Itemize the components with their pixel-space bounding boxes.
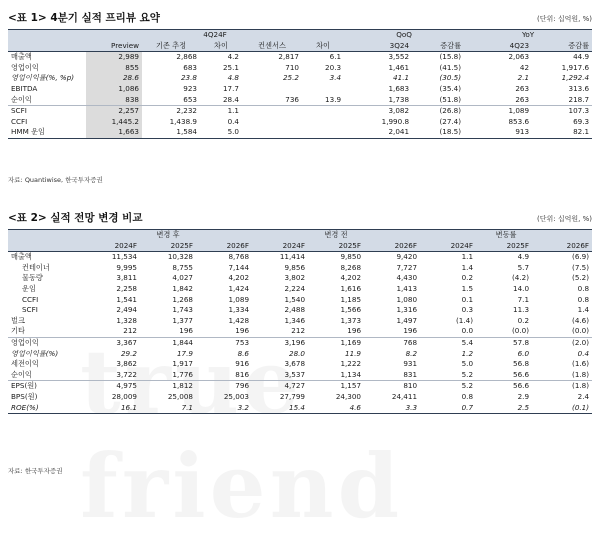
row-label: 영업이익 [8, 337, 84, 348]
table-cell: 810 [364, 381, 420, 392]
row-label: 영업이익 [11, 62, 39, 72]
table-cell: 1,080 [396, 294, 418, 304]
table-cell: 1,413 [396, 283, 418, 293]
table-row [8, 392, 592, 403]
table-cell: 4,202 [228, 273, 250, 283]
table-cell: (0.0) [511, 326, 530, 336]
table-cell: 4,027 [172, 273, 193, 283]
table-row [8, 117, 592, 128]
table-cell: 1,844 [140, 337, 196, 348]
table-cell: 4.8 [227, 73, 239, 83]
column-header: 2025F [140, 241, 196, 252]
table-cell: 1,541 [116, 294, 137, 304]
table-cell: 2,494 [116, 305, 137, 315]
table-cell: 5.0 [461, 359, 474, 369]
table1 [8, 29, 592, 139]
table-cell: 736 [285, 94, 299, 104]
table-row [8, 337, 592, 348]
table-cell: 1,328 [116, 315, 137, 325]
table-cell: 1.1 [200, 106, 242, 117]
table-cell: 0.8 [577, 283, 590, 293]
table-cell: 8,768 [228, 252, 250, 262]
table-cell: 1,292.4 [561, 73, 590, 83]
table-cell: 923 [183, 83, 197, 93]
table-row [8, 326, 592, 337]
table-cell: 1,497 [396, 315, 418, 325]
group-cell: QoQ [344, 30, 464, 41]
table-row [8, 381, 592, 392]
table-cell: 3,537 [284, 369, 306, 379]
table-row [8, 349, 592, 360]
table-cell: 10,328 [167, 252, 193, 262]
table-cell: (7.5) [572, 262, 590, 272]
table1-unit: (단위: 십억원, %) [537, 15, 592, 23]
table-cell: 3.4 [329, 73, 342, 83]
table1-body [8, 52, 592, 139]
table-cell: (0.0) [572, 326, 590, 336]
table-cell: 20.3 [325, 62, 342, 72]
row-label: 매출액 [11, 52, 32, 62]
table-cell [242, 117, 302, 128]
column-header: 2025F [308, 241, 364, 252]
table-cell: 816 [235, 369, 250, 379]
table-cell: 1.5 [461, 283, 474, 293]
table-cell: 1,812 [140, 381, 196, 392]
table-row [8, 284, 592, 295]
table-cell: 1,663 [86, 127, 142, 138]
table-cell: 1,377 [172, 315, 193, 325]
table-cell: 2,257 [86, 106, 142, 117]
table-cell [302, 127, 344, 138]
table-row [8, 316, 592, 327]
table-cell: 2,868 [176, 52, 197, 62]
table-cell: 7,144 [228, 262, 250, 272]
table-cell: 8,268 [340, 262, 362, 272]
group-cell [8, 230, 84, 241]
table-cell: 263 [515, 94, 530, 104]
table-cell: 855 [86, 63, 142, 74]
table-cell: (5.2) [572, 273, 590, 283]
table2-source: 자료: 한국투자증권 [8, 467, 63, 475]
table-cell: 3,862 [116, 359, 137, 369]
table-cell: 796 [196, 381, 252, 392]
table-row [8, 295, 592, 306]
column-header: 4Q23 [464, 41, 532, 52]
table-cell: 2.5 [476, 403, 532, 414]
table-cell: 15.4 [252, 403, 308, 414]
table-cell: 82.1 [532, 127, 592, 138]
table-cell: 28.4 [222, 94, 239, 104]
table-cell: 28,009 [111, 391, 137, 401]
table-cell: 2,232 [142, 106, 200, 117]
table-cell: 56.8 [513, 359, 530, 369]
table-cell: 29.2 [120, 348, 137, 358]
table-cell: 3,802 [284, 273, 306, 283]
table-cell: (35.4) [439, 83, 462, 93]
table-cell: 28.0 [289, 348, 306, 358]
table-cell: 7.1 [517, 294, 530, 304]
table-cell: 0.3 [461, 305, 474, 315]
table-cell: (30.5) [439, 73, 462, 83]
table-cell: 4,727 [252, 381, 308, 392]
column-header [8, 41, 86, 52]
column-header: 2025F [476, 241, 532, 252]
column-header: 기존 추정 [142, 41, 200, 52]
table-cell: 768 [364, 337, 420, 348]
table-cell: 9,856 [284, 262, 306, 272]
table-cell: 196 [235, 326, 250, 336]
table-cell: 1.1 [461, 252, 474, 262]
table-cell: 11,534 [111, 252, 137, 262]
table1-column-header [8, 41, 592, 52]
table-cell: 2,817 [278, 52, 299, 62]
table-cell: 1,461 [388, 62, 410, 72]
table-cell: 11.3 [513, 305, 530, 315]
row-label: CCFI [22, 294, 39, 304]
table2-column-header [8, 241, 592, 252]
row-label: 영업이익률(%) [11, 348, 59, 358]
row-label: 순이익 [11, 94, 32, 104]
row-label: ROE(%) [8, 403, 84, 414]
table-cell: 7,727 [396, 262, 418, 272]
table-cell: 1.2 [461, 348, 474, 358]
table2-body [8, 252, 592, 414]
table-cell: 11.9 [345, 348, 362, 358]
table-cell: 1,086 [86, 84, 142, 95]
table-cell: 1,738 [388, 94, 410, 104]
column-header: 2024F [252, 241, 308, 252]
table-cell: (1.8) [532, 381, 592, 392]
table-cell: 9,995 [116, 262, 137, 272]
row-label: 매출액 [11, 252, 32, 262]
table-cell: 653 [183, 94, 197, 104]
column-header: 증감률 [412, 41, 464, 52]
table-cell: 0.1 [461, 294, 474, 304]
table-cell: 1,445.2 [86, 117, 142, 128]
table-cell: (51.8) [439, 94, 462, 104]
table-cell: (1.6) [572, 359, 590, 369]
row-label: 세전이익 [11, 359, 39, 369]
table-cell: 313.6 [568, 83, 590, 93]
column-header: 2026F [196, 241, 252, 252]
table-cell: 5.0 [200, 127, 242, 138]
table-cell: 13.9 [325, 94, 342, 104]
table-cell: 1,316 [396, 305, 418, 315]
column-header: 2024F [84, 241, 140, 252]
table-cell: 25.1 [222, 62, 239, 72]
table-cell: 1,373 [340, 315, 362, 325]
table-cell: 0.2 [461, 273, 474, 283]
table2-group-header [8, 230, 592, 241]
column-header [8, 241, 84, 252]
group-cell [8, 30, 86, 41]
table-cell: 2,989 [86, 52, 142, 63]
table-cell: 8.2 [405, 348, 418, 358]
table-cell: 5.7 [517, 262, 530, 272]
column-header: 2026F [364, 241, 420, 252]
table-cell: 1,438.9 [169, 116, 197, 126]
group-cell: YoY [464, 30, 592, 41]
row-label: 컨테이너 [22, 262, 50, 272]
table-cell: 27,799 [279, 391, 306, 401]
table-row [8, 106, 592, 117]
table-cell: 263 [515, 83, 530, 93]
table-cell: 212 [291, 326, 306, 336]
table-row [8, 370, 592, 381]
table-cell: 2.4 [577, 391, 590, 401]
table-cell: 3,678 [284, 359, 306, 369]
column-header: 3Q24 [344, 41, 412, 52]
table-cell: 3.3 [364, 403, 420, 414]
table-cell: 931 [403, 359, 418, 369]
row-label: 영업이익률(%, %p) [11, 73, 75, 83]
row-label: EBITDA [11, 83, 38, 93]
table-cell: 753 [196, 337, 252, 348]
table-cell: 8.6 [237, 348, 250, 358]
table-cell: (4.2) [511, 273, 530, 283]
table-cell: 2,258 [116, 283, 137, 293]
table-cell: 14.0 [513, 283, 530, 293]
table-cell: (18.5) [412, 127, 464, 138]
table-cell: 23.8 [180, 73, 197, 83]
row-label: BPS(원) [11, 391, 38, 401]
row-label: 벌크 [11, 315, 25, 325]
table-cell: 2,041 [344, 127, 412, 138]
table-cell: 3,722 [116, 369, 137, 379]
table-cell: 5.4 [420, 337, 476, 348]
group-cell: 변동률 [420, 230, 592, 241]
table-cell: 42 [519, 62, 530, 72]
table-cell: 196 [179, 326, 193, 336]
table-row [8, 273, 592, 284]
table-cell: 3.2 [196, 403, 252, 414]
table-cell: 1,089 [228, 294, 250, 304]
table-cell: 916 [235, 359, 250, 369]
table-cell: 831 [403, 369, 418, 379]
table-cell: 56.6 [476, 381, 532, 392]
table-cell: 24,300 [335, 391, 362, 401]
table-cell: 2,488 [284, 305, 306, 315]
table-row [8, 127, 592, 138]
table-cell: 1,424 [228, 283, 250, 293]
table-cell: 1,222 [340, 359, 362, 369]
table-row [8, 403, 592, 414]
table-cell: 1,540 [284, 294, 306, 304]
group-cell: 변경 후 [84, 230, 252, 241]
table-cell: 17.7 [222, 83, 239, 93]
table-cell: 3,811 [116, 273, 137, 283]
table-cell: 3,552 [388, 52, 410, 62]
table-cell [242, 84, 302, 95]
table-cell [302, 117, 344, 128]
table-cell: 2.1 [517, 73, 530, 83]
table-cell: 4,202 [340, 273, 362, 283]
table-cell: 9,420 [396, 252, 418, 262]
table-cell: (4.6) [572, 315, 590, 325]
table-cell: 1,334 [228, 305, 250, 315]
table-cell: 1,268 [172, 294, 193, 304]
table-row [8, 73, 592, 84]
table-cell: 1,842 [172, 283, 193, 293]
column-header: 차이 [200, 41, 242, 52]
table-cell: 25.2 [282, 73, 299, 83]
table-cell: 56.6 [513, 369, 530, 379]
row-label: 순이익 [11, 369, 32, 379]
table-cell: 25,008 [167, 391, 193, 401]
table-cell: 212 [123, 326, 137, 336]
table-cell: (15.8) [439, 52, 462, 62]
table-cell: 218.7 [568, 94, 590, 104]
table-cell: 1,157 [308, 381, 364, 392]
table-cell: (0.1) [532, 403, 592, 414]
table-cell: 24,411 [391, 391, 418, 401]
table-cell: 3,082 [344, 106, 412, 117]
table-cell: 3,367 [84, 337, 140, 348]
table-cell: 1,169 [308, 337, 364, 348]
table-cell: 5.2 [420, 381, 476, 392]
row-label: 운임 [22, 283, 36, 293]
table-cell: (26.8) [412, 106, 464, 117]
table1-group-header [8, 30, 592, 41]
table-cell: 11,414 [279, 252, 306, 262]
column-header: 2026F [532, 241, 592, 252]
table-cell: 4,430 [396, 273, 418, 283]
table-cell: 1,917 [172, 359, 193, 369]
table-cell: 196 [403, 326, 418, 336]
column-header: 증감률 [532, 41, 592, 52]
table-cell: 28.6 [86, 73, 142, 84]
table-cell: 0.4 [227, 116, 239, 126]
table-cell: 2.9 [517, 391, 530, 401]
table-cell: 1,917.6 [561, 62, 590, 72]
table-cell: 6.0 [517, 348, 530, 358]
table-cell: 41.1 [393, 73, 410, 83]
table-row [8, 305, 592, 316]
table-cell: 4.6 [308, 403, 364, 414]
table-cell: (2.0) [532, 337, 592, 348]
table2 [8, 229, 592, 414]
row-label: CCFI [11, 116, 28, 126]
table-cell: 1,134 [340, 369, 362, 379]
table-cell: 8,755 [172, 262, 193, 272]
table-cell: 2,224 [284, 283, 306, 293]
table-cell: (1.4) [455, 315, 474, 325]
table-cell: 3,196 [252, 337, 308, 348]
table-cell [302, 84, 344, 95]
table-cell: 838 [86, 95, 142, 106]
table-cell: 107.3 [532, 106, 592, 117]
table-cell: 1,743 [172, 305, 193, 315]
table-cell: (27.4) [439, 116, 462, 126]
table-cell: 853.6 [508, 116, 530, 126]
table-cell: 16.1 [84, 403, 140, 414]
table-cell: 0.4 [577, 348, 590, 358]
table2-title: <표 2> 실적 전망 변경 비교 [8, 212, 143, 224]
table-row [8, 252, 592, 263]
table-cell [302, 106, 344, 117]
table-cell: 17.9 [176, 348, 193, 358]
column-header: Preview [86, 41, 142, 52]
row-label: HMM 운임 [8, 127, 86, 138]
table1-title: <표 1> 4분기 실적 프리뷰 요약 [8, 12, 160, 24]
table-cell: 1,566 [340, 305, 362, 315]
table-cell: 2,063 [508, 52, 530, 62]
table-cell: 1,683 [388, 83, 410, 93]
row-label: EPS(원) [8, 381, 84, 392]
column-header: 컨센서스 [242, 41, 302, 52]
table-cell: 4,975 [84, 381, 140, 392]
table-cell: 4.2 [227, 52, 239, 62]
row-label: SCFI [22, 305, 38, 315]
table-cell: 5.2 [461, 369, 474, 379]
group-cell: 변경 전 [252, 230, 420, 241]
row-label: 기타 [11, 326, 25, 336]
table-row [8, 263, 592, 274]
table-cell: 1,089 [464, 106, 532, 117]
table-cell: 1.4 [461, 262, 474, 272]
table-cell: 0.8 [461, 391, 474, 401]
table-cell: 6.1 [329, 52, 342, 62]
table2-unit: (단위: 십억원, %) [537, 215, 592, 223]
table-cell: 710 [285, 62, 299, 72]
column-header: 차이 [302, 41, 344, 52]
table-cell: 69.3 [573, 116, 590, 126]
table-cell: 1,346 [284, 315, 306, 325]
table-cell [242, 106, 302, 117]
table-cell: 7.1 [140, 403, 196, 414]
table-cell: (6.9) [572, 252, 590, 262]
table-cell: 1,776 [172, 369, 193, 379]
row-label: 물동량 [22, 273, 43, 283]
table-cell: 4.9 [517, 252, 530, 262]
table-cell: 0.0 [461, 326, 474, 336]
table-cell: 1,185 [340, 294, 362, 304]
table-cell: 0.7 [420, 403, 476, 414]
table-cell: (41.5) [439, 62, 462, 72]
table-cell: 25,003 [223, 391, 250, 401]
table1-source: 자료: Quantiwise, 한국투자증권 [8, 176, 103, 184]
table-cell: 1,990.8 [381, 116, 410, 126]
table-row [8, 95, 592, 106]
column-header: 2024F [420, 241, 476, 252]
table-cell: 44.9 [573, 52, 590, 62]
table-cell: 196 [347, 326, 362, 336]
table-row [8, 84, 592, 95]
table-row [8, 359, 592, 370]
row-label: SCFI [8, 106, 86, 117]
table-cell: 0.2 [517, 315, 530, 325]
table-cell: 57.8 [476, 337, 532, 348]
table-cell: 1,584 [142, 127, 200, 138]
table-cell: 0.8 [577, 294, 590, 304]
table-cell: 1,616 [340, 283, 362, 293]
group-cell: 4Q24F [86, 30, 344, 41]
table-cell: (1.8) [572, 369, 590, 379]
table-cell [242, 127, 302, 138]
table-cell: 1,428 [228, 315, 250, 325]
table-cell: 9,850 [340, 252, 362, 262]
table-cell: 913 [464, 127, 532, 138]
table-cell: 683 [183, 62, 197, 72]
table-row [8, 52, 592, 63]
table-cell: 1.4 [577, 305, 590, 315]
table-row [8, 63, 592, 74]
